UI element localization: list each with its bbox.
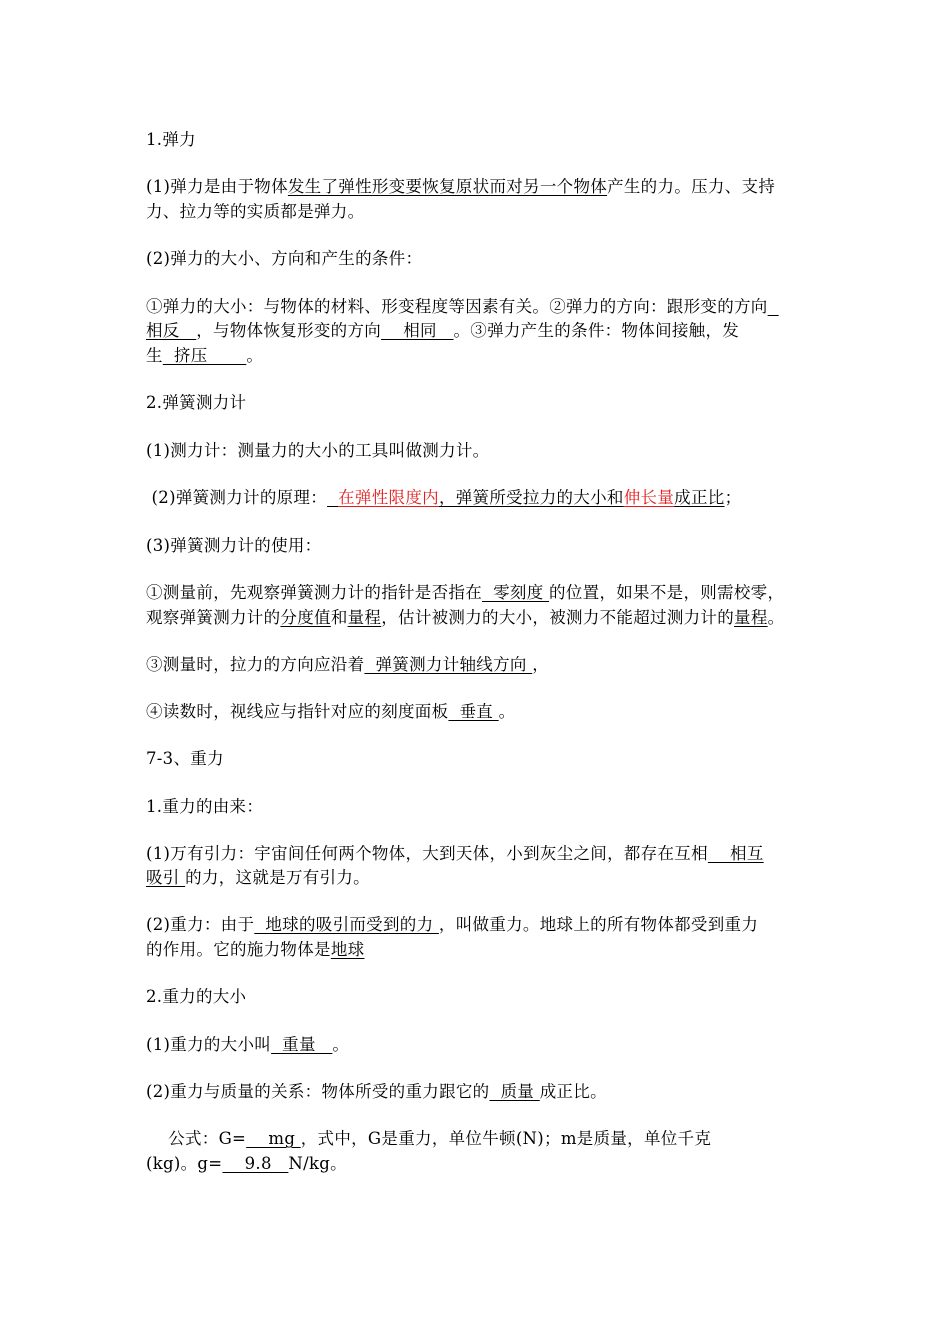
text-run: 2.重力的大小 [146, 987, 247, 1006]
text-run: ，估计被测力的大小，被测力不能超过测力计的 [381, 608, 735, 627]
paragraph-line [146, 535, 321, 557]
paragraph-line [146, 582, 784, 604]
text-run: 2.弹簧测力计 [146, 393, 247, 412]
text-run: (2)重力与质量的关系：物体所受的重力跟它的 [146, 1082, 490, 1101]
text-run: (3)弹簧测力计的使用： [146, 536, 322, 555]
section-heading-gravity-magnitude [146, 986, 246, 1008]
text-run: ，式中，G是重力，单位牛顿(N)；m是质量，单位千克 [300, 1129, 712, 1148]
text-run: ④读数时，视线应与指针对应的刻度面板 [146, 702, 449, 721]
paragraph-line [146, 345, 263, 367]
text-run: 和 [330, 608, 348, 627]
text-run: N/kg。 [288, 1154, 347, 1173]
text-run: 生 [146, 346, 163, 365]
answer-fill-text: 发生了弹性形变要恢复原状而对另一个物体 [287, 177, 608, 196]
section-heading-gravity [146, 748, 224, 770]
text-run: (1)弹力是由于物体 [146, 177, 288, 196]
answer-fill-text: 挤压 [162, 346, 247, 365]
text-run: (1)重力的大小叫 [146, 1035, 272, 1054]
paragraph-line [146, 654, 549, 676]
paragraph-line [146, 201, 364, 223]
answer-fill-text: 零刻度 [482, 583, 550, 602]
text-run: (2)弹簧测力计的原理： [146, 488, 328, 507]
text-run: (2)弹力的大小、方向和产生的条件： [146, 249, 423, 268]
formula-line [146, 1153, 347, 1175]
text-run: 的力，这就是万有引力。 [185, 868, 370, 887]
text-run: 1.重力的由来： [146, 797, 264, 816]
answer-fill-text: 9.8 [222, 1154, 289, 1173]
answer-fill-text: 重量 [271, 1035, 333, 1054]
paragraph-line [146, 320, 739, 342]
text-run: 成正比。 [539, 1082, 607, 1101]
answer-fill-text: 地球的吸引而受到的力 [254, 915, 439, 934]
formula-line [146, 1128, 711, 1150]
answer-blank [327, 488, 338, 507]
paragraph-line [146, 867, 370, 889]
text-run: 7-3、重力 [146, 749, 224, 768]
answer-fill-text: 吸引 [146, 868, 186, 887]
answer-fill-text: 相互 [707, 844, 764, 863]
paragraph-line [146, 796, 263, 818]
answer-fill-text: 在弹性限度内 [338, 488, 439, 507]
text-run: ； [724, 488, 742, 507]
answer-blank [768, 297, 779, 316]
answer-fill-text: 垂直 [448, 702, 499, 721]
answer-fill-text: 分度值 [280, 608, 331, 627]
text-run: 的作用。它的施力物体是 [146, 940, 331, 959]
text-run: (kg)。g= [146, 1154, 223, 1173]
section-heading-elastic-force [146, 129, 196, 151]
text-run: ③测量时，拉力的方向应沿着 [146, 655, 365, 674]
text-run: ，叫做重力。地球上的所有物体都受到重力 [438, 915, 759, 934]
paragraph-line [146, 296, 779, 318]
text-run: 公式：G= [146, 1129, 247, 1148]
section-heading-spring-scale [146, 392, 246, 414]
answer-fill-text: 质量 [489, 1082, 540, 1101]
paragraph-line [146, 440, 489, 462]
text-run: 力、拉力等的实质都是弹力。 [146, 202, 365, 221]
text-run: 。 [498, 702, 516, 721]
answer-fill-text: 弹簧测力计轴线方向 [364, 655, 533, 674]
text-run: (1)测力计：测量力的大小的工具叫做测力计。 [146, 441, 490, 460]
paragraph-line [146, 843, 764, 865]
text-run: 产生的力。压力、支持 [607, 177, 776, 196]
text-run: 。 [332, 1035, 350, 1054]
text-run: ①测量前，先观察弹簧测力计的指针是否指在 [146, 583, 482, 602]
text-run: 1.弹力 [146, 130, 196, 149]
text-run: (1)万有引力：宇宙间任何两个物体，大到天体，小到灰尘之间，都存在互相 [146, 844, 708, 863]
paragraph-line [146, 487, 741, 509]
paragraph-line [146, 939, 364, 961]
text-run: 观察弹簧测力计的 [146, 608, 281, 627]
paragraph-line [146, 607, 784, 629]
paragraph-line [146, 248, 422, 270]
answer-fill-text: 相反 [146, 321, 197, 340]
answer-fill-text: 量程 [734, 608, 768, 627]
text-run: ，与物体恢复形变的方向 [196, 321, 382, 340]
text-run: 。 [246, 346, 264, 365]
paragraph-line [146, 176, 775, 198]
answer-fill-text: 地球 [330, 940, 365, 959]
paragraph-line [146, 701, 515, 723]
answer-fill-text: mg [246, 1129, 301, 1148]
text-run: 的位置，如果不是，则需校零， [549, 583, 785, 602]
text-run: 。 [767, 608, 785, 627]
answer-fill-text: 相同 [381, 321, 454, 340]
answer-fill-text: ，弹簧所受拉力的大小和 [438, 488, 624, 507]
text-run: 。③弹力产生的条件：物体间接触，发 [453, 321, 740, 340]
answer-fill-text: 成正比 [674, 488, 725, 507]
paragraph-line [146, 1034, 349, 1056]
answer-fill-text: 伸长量 [623, 488, 675, 507]
paragraph-line [146, 1081, 607, 1103]
paragraph-line [146, 914, 758, 936]
text-run: ， [532, 655, 550, 674]
answer-fill-text: 量程 [347, 608, 382, 627]
text-run: (2)重力：由于 [146, 915, 255, 934]
text-run: ①弹力的大小：与物体的材料、形变程度等因素有关。②弹力的方向：跟形变的方向 [146, 297, 768, 316]
